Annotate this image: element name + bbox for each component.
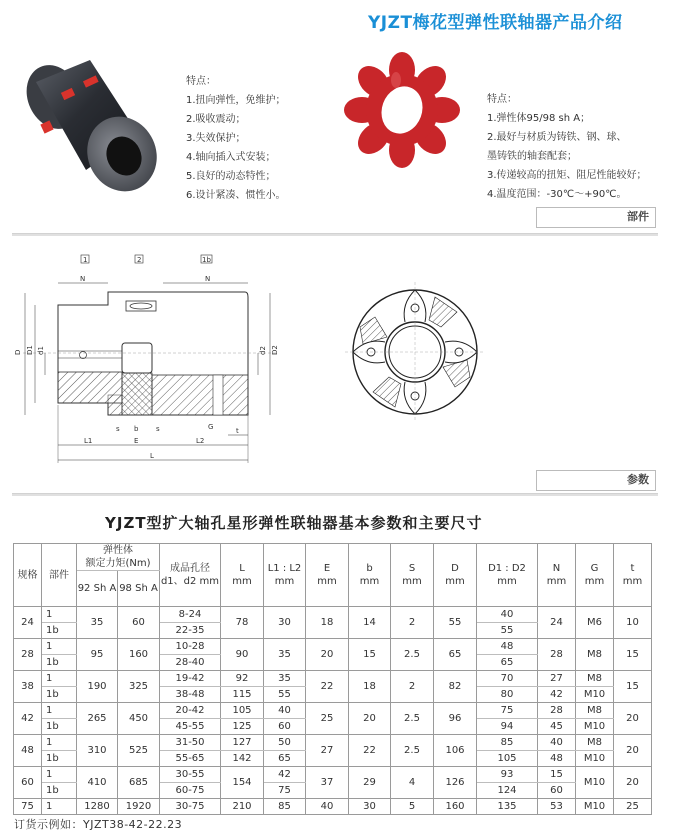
header-size: 规格 [14, 544, 42, 607]
table-row: 38 1 190 325 19-42 92 35 22 18 2 82 70 27 M8 15 [14, 671, 652, 687]
dim-L1: L1 [84, 437, 93, 445]
table-row: 1b 45-55 125 60 94 45 M10 [14, 719, 652, 735]
dim-D1: D1 [26, 345, 34, 355]
feature-item: 6.设计紧凑、惯性小。 [186, 190, 286, 201]
dim-s-left: s [116, 425, 120, 433]
dim-L2: L2 [196, 437, 205, 445]
table-row: 28 1 95 160 10-28 90 35 20 15 2.5 65 48 28 M8 15 [14, 639, 652, 655]
table-row: 75 1 1280 1920 30-75 210 85 40 30 5 160 135 53 M10 25 [14, 799, 652, 815]
table-row: 1b 55-65 142 65 105 48 M10 [14, 751, 652, 767]
header-E: E mm [306, 544, 349, 607]
header-L1L2: L1 : L2 mm [264, 544, 306, 607]
dim-N-right: N [205, 275, 211, 283]
order-example: 订货示例如：YJZT38-42-22.23 [14, 818, 183, 831]
dim-t: t [236, 427, 239, 435]
feature-item: 3.传递较高的扭矩、阻尼性能较好； [487, 170, 647, 181]
feature-item: 墨铸铁的轴套配套； [487, 151, 577, 162]
header-sh98: 98 Sh A [118, 571, 160, 607]
feature-item: 5.良好的动态特性； [186, 171, 276, 182]
header-L: L mm [221, 544, 264, 607]
table-title: YJZT型扩大轴孔星形弹性联轴器基本参数和主要尺寸 [105, 514, 483, 532]
section-divider [12, 493, 658, 496]
callout-1b: 1b [202, 256, 211, 264]
table-row: 48 1 310 525 31-50 127 50 27 22 2.5 106 85 40 M8 20 [14, 735, 652, 751]
table-row: 1b 60-75 75 124 60 [14, 783, 652, 799]
spider-element-image [340, 48, 470, 168]
dim-b: b [134, 425, 139, 433]
header-N: N mm [538, 544, 576, 607]
header-G: G mm [576, 544, 614, 607]
jaw-coupling-image [12, 42, 162, 207]
feature-item: 1.弹性体95/98 sh A； [487, 113, 591, 124]
dim-s-right: s [156, 425, 160, 433]
header-part: 部件 [42, 544, 77, 607]
dim-D: D [14, 349, 22, 355]
header-sh92: 92 Sh A [77, 571, 118, 607]
dim-d1: d1 [37, 346, 45, 355]
header-bore: 成品孔径 d1、d2 mm [160, 544, 221, 607]
header-D1D2: D1 : D2 mm [477, 544, 538, 607]
feature-item: 1.扭向弹性，免维护； [186, 95, 286, 106]
dim-E: E [134, 437, 139, 445]
feature-item: 4.温度范围：-30℃～+90℃。 [487, 189, 627, 200]
header-D: D mm [434, 544, 477, 607]
header-b: b mm [349, 544, 391, 607]
dim-L: L [150, 452, 154, 460]
header-t: t mm [614, 544, 652, 607]
header-S: S mm [391, 544, 434, 607]
section-label-params: 参数 [536, 470, 656, 491]
product-1-features [186, 72, 286, 205]
callout-2: 2 [137, 256, 142, 264]
coupling-section-drawing [8, 245, 308, 470]
table-row: 1b 38-48 115 55 80 42 M10 [14, 687, 652, 703]
table-row: 1b 22-35 55 [14, 623, 652, 639]
dim-G: G [208, 423, 214, 431]
feature-item: 2.最好与材质为铸铁、钢、球、 [487, 132, 627, 143]
dim-D2: D2 [271, 345, 279, 355]
page-title: YJZT梅花型弹性联轴器产品介绍 [368, 13, 623, 33]
table-row: 60 1 410 685 30-55 154 42 37 29 4 126 93 15 M10 20 [14, 767, 652, 783]
feature-item: 4.轴向插入式安装； [186, 152, 276, 163]
features-title: 特点： [487, 94, 517, 105]
section-label-parts: 部件 [536, 207, 656, 228]
table-row: 24 1 35 60 8-24 78 30 18 14 2 55 40 24 M6 10 [14, 607, 652, 623]
feature-item: 3.失效保护； [186, 133, 246, 144]
flange-end-view-drawing [345, 282, 485, 422]
features-title: 特点： [186, 76, 216, 87]
table-row: 1b 28-40 65 [14, 655, 652, 671]
table-row: 42 1 265 450 20-42 105 40 25 20 2.5 96 75 28 M8 20 [14, 703, 652, 719]
product-2-features [487, 90, 647, 204]
section-divider [12, 233, 658, 236]
dim-N-left: N [80, 275, 86, 283]
callout-1: 1 [83, 256, 88, 264]
feature-item: 2.吸收震动； [186, 114, 246, 125]
header-elastomer: 弹性体 额定力矩(Nm) [77, 544, 160, 571]
spec-table [13, 543, 652, 815]
dim-d2: d2 [259, 346, 267, 355]
